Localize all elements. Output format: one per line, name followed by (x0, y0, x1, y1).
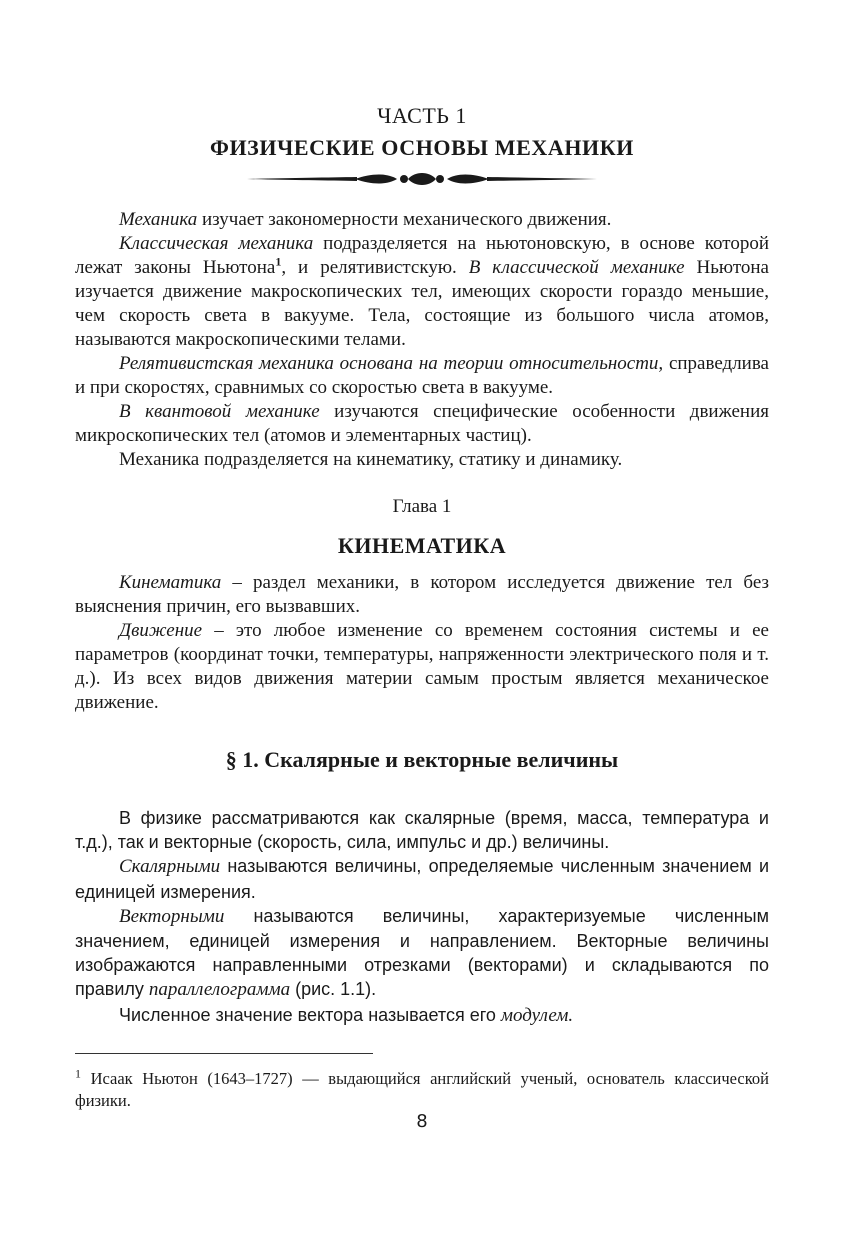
term-motion: Движение (119, 620, 203, 641)
part-label: ЧАСТЬ 1 (377, 103, 467, 128)
text: В физике рассматриваются как скалярные (время, масса, температура и т.д.), так и векторные (скорость, сила, импульс и др.) величины. (75, 808, 769, 853)
footnote-text: Исаак Ньютон (1643–1727) — выдающийся английский ученый, основатель классической физики. (75, 1069, 769, 1110)
intro-block (75, 208, 769, 472)
intro-paragraph (75, 352, 769, 400)
kinematics-paragraph (75, 619, 769, 715)
text: – раздел механики, в котором исследуется движение тел без выяснения причин, его вызвавших. (75, 572, 769, 617)
section-title: § 1. Скалярные и векторные величины (225, 747, 619, 772)
section-paragraph (75, 854, 769, 903)
text: подразделяется на ньютоновскую, в основе которой лежат законы Ньютона (75, 233, 770, 278)
term-vector: Векторными (119, 905, 225, 927)
intro-paragraph (75, 232, 769, 352)
footnote (75, 1068, 769, 1112)
text: Численное значение вектора называется его (119, 1004, 501, 1025)
text: – это любое изменение со временем состояния системы и ее параметров (координат точки, температуры, напряженности электрического поля и т. д.). Из всех видов движения материи самым простым является механическое движение. (75, 620, 769, 713)
intro-paragraph (75, 208, 769, 232)
term-classical-mechanics: Классическая механика (119, 233, 314, 254)
term-scalar: Скалярными (119, 856, 221, 878)
section-paragraph (75, 904, 769, 1003)
section-paragraph (75, 806, 769, 854)
footnote-ref: 1 (275, 254, 282, 269)
kinematics-block (75, 571, 769, 715)
text: изучает закономерности механического движения. (197, 209, 612, 230)
text: Механика подразделяется на кинематику, статику и динамику. (119, 449, 623, 470)
emphasis: В классической механике (468, 257, 685, 278)
page-number: 8 (416, 1111, 428, 1132)
chapter-label: Глава 1 (392, 496, 452, 517)
decorative-divider-icon (247, 170, 597, 188)
term-kinematics: Кинематика (119, 572, 222, 593)
section-paragraph (75, 1003, 769, 1028)
text: справедлива и при скоростях, сравнимых со скоростью света в вакууме. (75, 353, 769, 398)
kinematics-paragraph (75, 571, 769, 619)
term-modulus: модулем. (500, 1004, 574, 1026)
text: называются величины, определяемые численным значением и единицей измерения. (75, 856, 769, 902)
text: , и релятивистскую. (281, 257, 469, 278)
footnote-divider (75, 1053, 373, 1054)
term-mechanics: Механика (119, 209, 198, 230)
intro-paragraph (75, 400, 769, 448)
text: называются величины, характеризуемые численным значением, единицей измерения и направлением. Векторные величины изображаются направленными отрезками (векторами) и складываются по правилу (75, 905, 769, 1000)
intro-paragraph (75, 448, 769, 472)
term-relativistic-mechanics: Релятивистская механика основана на теории относительности, (119, 353, 664, 374)
term-parallelogram: параллелограмма (148, 979, 291, 1001)
chapter-title: КИНЕМАТИКА (337, 533, 507, 558)
part-title: ФИЗИЧЕСКИЕ ОСНОВЫ МЕХАНИКИ (209, 135, 635, 160)
section-block (75, 806, 769, 1028)
text: изучаются специфические особенности движения микроскопических тел (атомов и элементарных частиц). (75, 401, 769, 446)
term-quantum-mechanics: В квантовой механике (119, 401, 320, 422)
text: (рис. 1.1). (290, 979, 377, 1000)
footnote-mark: 1 (75, 1066, 81, 1081)
text: Ньютона изучается движение макроскопических тел, имеющих скорости гораздо меньшие, чем скорость света в вакууме. Тела, состоящие из большого числа атомов, называются макроскопическими телами. (75, 257, 769, 350)
